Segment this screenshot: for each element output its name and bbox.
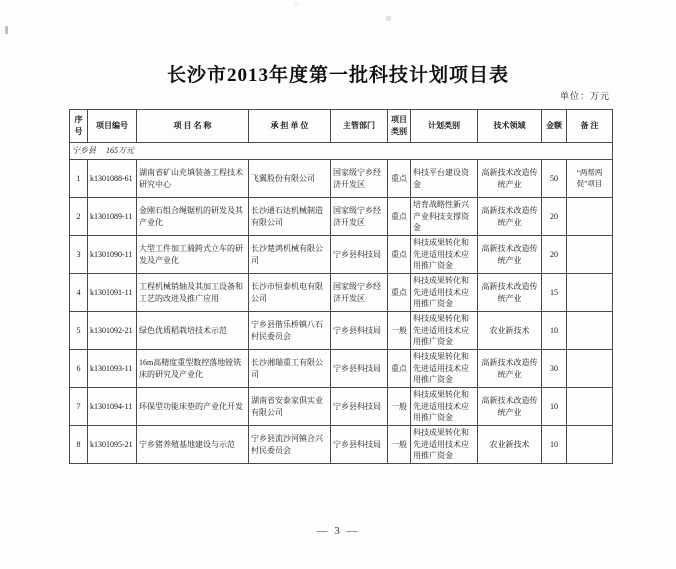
- plan-type-cell: 培育战略性新兴产业科技支撑资金: [411, 198, 478, 236]
- plan-type-cell: 科技平台建设资金: [411, 160, 478, 198]
- projects-table: [69, 109, 613, 464]
- scan-artifact: [295, 3, 299, 6]
- amount-cell: 20: [542, 198, 567, 236]
- tech-field-cell: 高新技术改造传统产业: [478, 160, 542, 198]
- project-name-cell: 绿色优质稻栽培技术示范: [137, 312, 249, 350]
- amount-cell: 15: [542, 274, 567, 312]
- seq-cell: 2: [70, 198, 88, 236]
- undertaker-cell: 长沙市恒泰机电有限公司: [249, 274, 331, 312]
- group-subtotal: 165万元: [106, 146, 134, 156]
- note-cell: [567, 350, 613, 388]
- category-cell: 重点: [388, 274, 411, 312]
- category-cell: 一般: [388, 388, 411, 426]
- header-seq: 序号: [70, 110, 88, 143]
- note-cell: [567, 388, 613, 426]
- plan-type-cell: 科技成果转化和先进适用技术应用推广资金: [411, 274, 478, 312]
- header-note: 备 注: [567, 110, 613, 143]
- project-code-cell: k1301090-11: [88, 236, 137, 274]
- seq-cell: 8: [70, 426, 88, 464]
- project-name-cell: 宁乡猪养殖基地建设与示范: [137, 426, 249, 464]
- tech-field-cell: 高新技术改造传统产业: [478, 350, 542, 388]
- category-cell: 重点: [388, 350, 411, 388]
- undertaker-cell: 宁乡县偕乐桥镇八石村民委员会: [249, 312, 331, 350]
- amount-cell: 30: [542, 350, 567, 388]
- table-row: [70, 350, 613, 388]
- note-cell: [567, 198, 613, 236]
- header-amount: 金额: [542, 110, 567, 143]
- category-cell: 重点: [388, 160, 411, 198]
- undertaker-cell: 长沙湘瑞重工有限公司: [249, 350, 331, 388]
- undertaker-cell: 飞翼股份有限公司: [249, 160, 331, 198]
- undertaker-cell: 湖南省安泰家俱实业有限公司: [249, 388, 331, 426]
- tech-field-cell: 农业新技术: [478, 426, 542, 464]
- page-number: — 3 —: [316, 525, 360, 537]
- amount-cell: 20: [542, 236, 567, 274]
- project-name-cell: 大型工件加工骑跨式立车的研发及产业化: [137, 236, 249, 274]
- header-undertaker: 承 担 单 位: [249, 110, 331, 143]
- table-header-row: [70, 110, 613, 143]
- note-cell: [567, 236, 613, 274]
- project-name-cell: 工程机械销轴及其加工设备和工艺的改进及推广应用: [137, 274, 249, 312]
- project-code-cell: k1301089-11: [88, 198, 137, 236]
- group-subtotal-row: [70, 143, 613, 160]
- project-name-cell: 环保型功能床垫的产业化开发: [137, 388, 249, 426]
- department-cell: 国家级宁乡经济开发区: [331, 198, 388, 236]
- note-cell: “两帮两促”项目: [567, 160, 613, 198]
- scan-artifact: [5, 26, 8, 34]
- header-project-name: 项 目 名 称: [137, 110, 249, 143]
- department-cell: 国家级宁乡经济开发区: [331, 160, 388, 198]
- header-plan-type: 计划类别: [411, 110, 478, 143]
- category-cell: 一般: [388, 426, 411, 464]
- unit-note: 单位：万元: [559, 91, 610, 101]
- table-row: [70, 274, 613, 312]
- note-cell: [567, 426, 613, 464]
- header-department: 主管部门: [331, 110, 388, 143]
- project-name-cell: 16m高精度重型数控落地镗铣床的研究及产业化: [137, 350, 249, 388]
- page-title: 长沙市2013年度第一批科技计划项目表: [166, 65, 509, 86]
- project-code-cell: k1301092-21: [88, 312, 137, 350]
- table-row: [70, 236, 613, 274]
- amount-cell: 10: [542, 388, 567, 426]
- department-cell: 宁乡县科技局: [331, 236, 388, 274]
- project-code-cell: k1301093-11: [88, 350, 137, 388]
- seq-cell: 1: [70, 160, 88, 198]
- note-cell: [567, 274, 613, 312]
- department-cell: 宁乡县科技局: [331, 350, 388, 388]
- seq-cell: 3: [70, 236, 88, 274]
- undertaker-cell: 长沙楚鸿机械有限公司: [249, 236, 331, 274]
- tech-field-cell: 农业新技术: [478, 312, 542, 350]
- amount-cell: 10: [542, 312, 567, 350]
- plan-type-cell: 科技成果转化和先进适用技术应用推广资金: [411, 388, 478, 426]
- header-tech-field: 技术领域: [478, 110, 542, 143]
- seq-cell: 5: [70, 312, 88, 350]
- project-code-cell: k1301088-61: [88, 160, 137, 198]
- plan-type-cell: 科技成果转化和先进适用技术应用推广资金: [411, 236, 478, 274]
- department-cell: 宁乡县科技局: [331, 388, 388, 426]
- category-cell: 重点: [388, 236, 411, 274]
- amount-cell: 50: [542, 160, 567, 198]
- table-row: [70, 388, 613, 426]
- category-cell: 一般: [388, 312, 411, 350]
- group-region: 宁乡县: [72, 146, 96, 156]
- project-code-cell: k1301095-21: [88, 426, 137, 464]
- projects-table-body: [70, 143, 613, 464]
- tech-field-cell: 高新技术改造传统产业: [478, 274, 542, 312]
- category-cell: 重点: [388, 198, 411, 236]
- table-row: [70, 426, 613, 464]
- plan-type-cell: 科技成果转化和先进适用技术应用推广资金: [411, 312, 478, 350]
- header-project-code: 项目编号: [88, 110, 137, 143]
- table-row: [70, 198, 613, 236]
- table-row: [70, 312, 613, 350]
- department-cell: 宁乡县科技局: [331, 312, 388, 350]
- note-cell: [567, 312, 613, 350]
- plan-type-cell: 科技成果转化和先进适用技术应用推广资金: [411, 426, 478, 464]
- plan-type-cell: 科技成果转化和先进适用技术应用推广资金: [411, 350, 478, 388]
- table-row: [70, 160, 613, 198]
- seq-cell: 7: [70, 388, 88, 426]
- scan-artifact: [386, 16, 391, 21]
- seq-cell: 4: [70, 274, 88, 312]
- project-name-cell: 金刚石组合绳锯机的研发及其产业化: [137, 198, 249, 236]
- department-cell: 国家级宁乡经济开发区: [331, 274, 388, 312]
- department-cell: 宁乡县科技局: [331, 426, 388, 464]
- seq-cell: 6: [70, 350, 88, 388]
- undertaker-cell: 宁乡县流沙河镇合兴村民委员会: [249, 426, 331, 464]
- tech-field-cell: 高新技术改造传统产业: [478, 388, 542, 426]
- project-code-cell: k1301091-11: [88, 274, 137, 312]
- project-name-cell: 湖南省矿山充填装备工程技术研究中心: [137, 160, 249, 198]
- project-code-cell: k1301094-11: [88, 388, 137, 426]
- tech-field-cell: 高新技术改造传统产业: [478, 198, 542, 236]
- undertaker-cell: 长沙通石达机械制造有限公司: [249, 198, 331, 236]
- tech-field-cell: 高新技术改造传统产业: [478, 236, 542, 274]
- header-category: 项目类别: [388, 110, 411, 143]
- amount-cell: 10: [542, 426, 567, 464]
